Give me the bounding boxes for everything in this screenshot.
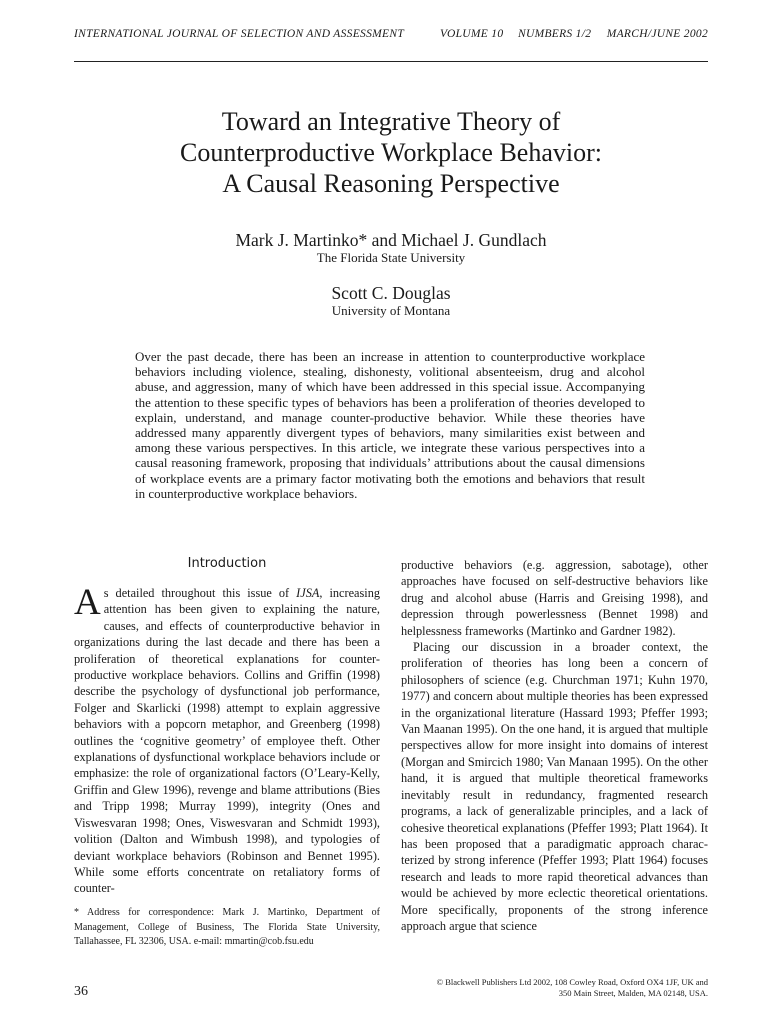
article-title <box>74 106 708 199</box>
col2-paragraph-1: productive behaviors (e.g. aggression, sabotage), other approaches have focused on self-destructive behaviors like drug and alcohol abuse (Harris and Greising 1998), and depression through powerlessness (Bennet 1998) and helplessness frameworks (Martinko and Gardner 1982). <box>401 558 708 638</box>
intro-text-rest: , increasing attention has been given to explaining the nature, causes, and effects of counterproductive behavior in organizations during the last decade and there has been a proliferation of theoretical explanations for counter-productive workplace behaviors. Collins and Griffin (1998) describe the psychology of dysfunctional job performance, Folger and Skarlicki (1998) attempt to explain aggressive behaviors with a popcorn metaphor, and Greenberg (1998) outlines the ‘cognitive geometry’ of employee theft. Other explanations of dysfunctional workplace behaviors include or emphasize: the role of organizational factors (O’Leary-Kelly, Griffin and Glew 1996), revenge and blame attributions (Bies and Tripp 1998; Murray 1999), integrity (Ones and Viswesvaran 1998; Ones, Viswesvaran and Schmidt 1993), volition (Dalton and Wimbush 1998), and typologies of deviant workplace behaviors (Robinson and Bennet 1995). While some efforts concentrate on retaliatory forms of counter- <box>74 586 380 896</box>
authors-line-1: Mark J. Martinko* and Michael J. Gundlach <box>235 230 547 250</box>
authors-line-2: Scott C. Douglas <box>331 283 451 303</box>
copyright-line-2: 350 Main Street, Malden, MA 02148, USA. <box>558 988 708 998</box>
affiliation-2: University of Montana <box>331 303 451 318</box>
affiliation-1: The Florida State University <box>316 250 466 265</box>
intro-paragraph-1 <box>74 582 380 897</box>
journal-abbrev: IJSA <box>296 586 320 600</box>
intro-text-start: s detailed throughout this issue of <box>103 586 297 600</box>
header-rule <box>74 61 708 62</box>
title-line-2: Counterproductive Workplace Behavior: <box>180 138 602 167</box>
left-column <box>74 556 380 897</box>
issue-date: MARCH/JUNE 2002 <box>606 28 708 40</box>
page-number: 36 <box>74 984 88 999</box>
title-line-1: Toward an Integrative Theory of <box>221 107 561 136</box>
volume-label: VOLUME 10 <box>440 28 504 40</box>
drop-cap: A <box>74 582 101 623</box>
copyright-notice <box>400 977 708 999</box>
numbers-label: NUMBERS 1/2 <box>518 28 592 40</box>
copyright-line-1: © Blackwell Publishers Ltd 2002, 108 Cowley Road, Oxford OX4 1JF, UK and <box>436 977 708 987</box>
section-heading: Introduction <box>187 556 267 571</box>
abstract: Over the past decade, there has been an increase in attention to counterproductive workplace behaviors including violence, stealing, dishonesty, volitional absenteeism, drug and alcohol abuse, and aggression, many of which have been addressed in this special issue. Accompanying the attention to these specific types of behaviors has been a proliferation of theories developed to explain, understand, and manage counter-productive behavior. While these theories have addressed many apparently divergent types of behaviors, many similarities exist between and among these various perspectives. In this article, we integrate these various perspectives into a causal reasoning framework, proposing that individuals’ attributions about the causal dimensions of workplace events are a primary factor motivating both the emotions and behaviors that result in counterproductive workplace behaviors. <box>135 349 645 501</box>
correspondence-footnote: * Address for correspondence: Mark J. Martinko, Department of Management, College of Business, The Florida State University, Tallahassee, FL 32306, USA. e-mail: mmartin@cob.fsu.edu <box>74 907 380 947</box>
journal-name: INTERNATIONAL JOURNAL OF SELECTION AND ASSESSMENT <box>74 28 405 40</box>
col2-paragraph-2: Placing our discussion in a broader context, the proliferation of theories has long been a concern of philosophers of science (e.g. Churchman 1971; Kuhn 1970, 1977) and concern about multiple theories has been expressed in the organizational literature (Hassard 1993; Pfeffer 1993; Van Maanan 1995). On the one hand, it is argued that multiple perspectives allow for more insight into domains of interest (Morgan and Smircich 1980; Van Manaan 1995). On the other hand, it is argued that multiple theoretical frameworks inevitably result in redundancy, fragmented research programs, a lack of generalizable principles, and a lack of cohesive theoretical explanations (Pfeffer 1993; Platt 1964). It has been proposed that a paradigmatic approach charac-terized by strong inference (Pfeffer 1993; Platt 1964) focuses research and leads to more rapid theoretical advances than would be achieved by more eclectic theoretical orientations. More specifically, proponents of the strong inference approach argue that science <box>401 640 708 933</box>
right-column <box>401 557 708 934</box>
title-line-3: A Causal Reasoning Perspective <box>222 169 560 198</box>
